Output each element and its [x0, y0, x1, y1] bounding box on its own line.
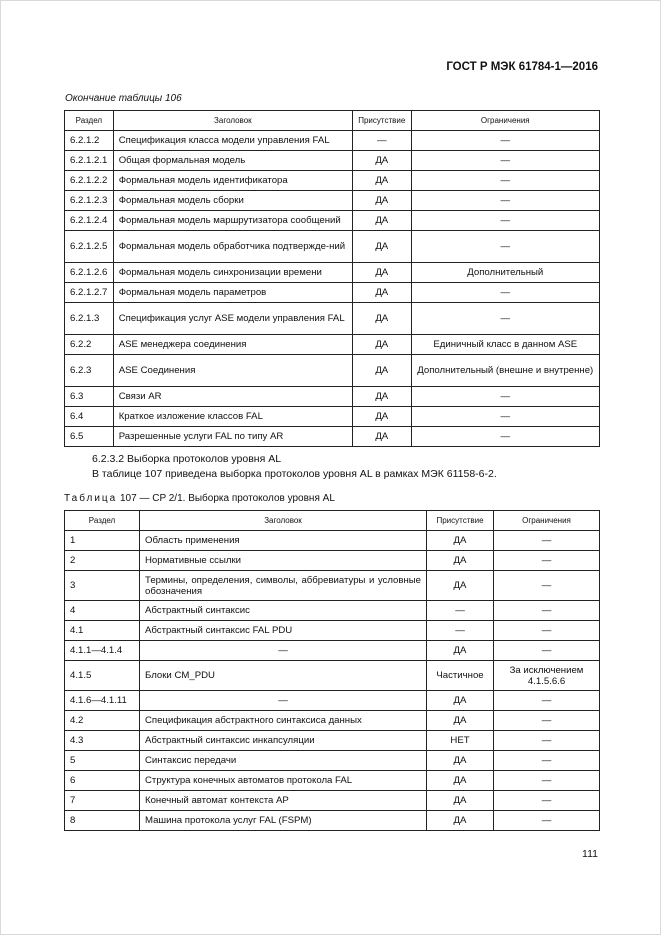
restriction-cell: —: [411, 171, 599, 191]
column-header: Ограничения: [494, 511, 600, 531]
table107-caption-text: 107 — CP 2/1. Выборка протоколов уровня AL: [120, 493, 335, 504]
title-cell: Формальная модель обработчика подтвержде-ний: [113, 231, 352, 263]
section-cell: 8: [65, 811, 140, 831]
presence-cell: Частичное: [427, 661, 494, 691]
title-cell: Абстрактный синтаксис инкапсуляции: [140, 731, 427, 751]
restriction-cell: —: [494, 621, 600, 641]
table-row: [65, 751, 600, 771]
restriction-cell: —: [494, 711, 600, 731]
restriction-cell: —: [411, 191, 599, 211]
column-header: Заголовок: [140, 511, 427, 531]
title-cell: ASE менеджера соединения: [113, 335, 352, 355]
restriction-cell: —: [411, 427, 599, 447]
title-cell: Машина протокола услуг FAL (FSPM): [140, 811, 427, 831]
table-header-row: [65, 111, 600, 131]
section-cell: 6.2.1.3: [65, 303, 114, 335]
restriction-cell: —: [494, 751, 600, 771]
table-row: [65, 661, 600, 691]
table-row: [65, 355, 600, 387]
presence-cell: ДА: [353, 387, 412, 407]
presence-cell: ДА: [353, 231, 412, 263]
presence-cell: ДА: [427, 811, 494, 831]
section-cell: 6.2.1.2.1: [65, 151, 114, 171]
column-header: Заголовок: [113, 111, 352, 131]
presence-cell: ДА: [427, 771, 494, 791]
restriction-cell: —: [411, 303, 599, 335]
restriction-cell: —: [494, 791, 600, 811]
title-cell: Разрешенные услуги FAL по типу AR: [113, 427, 352, 447]
restriction-cell: —: [494, 771, 600, 791]
section-cell: 4.3: [65, 731, 140, 751]
table-row: [65, 571, 600, 601]
table-row: [65, 335, 600, 355]
restriction-cell: —: [494, 571, 600, 601]
section-cell: 5: [65, 751, 140, 771]
section-cell: 6.2.1.2.3: [65, 191, 114, 211]
section-cell: 6: [65, 771, 140, 791]
table-row: [65, 387, 600, 407]
presence-cell: ДА: [353, 407, 412, 427]
restriction-cell: —: [411, 131, 599, 151]
section-cell: 6.2.1.2: [65, 131, 114, 151]
presence-cell: ДА: [353, 263, 412, 283]
presence-cell: ДА: [353, 151, 412, 171]
table-row: [65, 171, 600, 191]
section-paragraph: В таблице 107 приведена выборка протоколов уровня AL в рамках МЭК 61158-6-2.: [92, 468, 497, 480]
title-cell: Нормативные ссылки: [140, 551, 427, 571]
title-cell: Общая формальная модель: [113, 151, 352, 171]
table-row: [65, 641, 600, 661]
section-cell: 6.2.1.2.2: [65, 171, 114, 191]
section-cell: 4.1.6—4.1.11: [65, 691, 140, 711]
restriction-cell: —: [494, 531, 600, 551]
table-row: [65, 771, 600, 791]
table-row: [65, 191, 600, 211]
presence-cell: —: [427, 621, 494, 641]
restriction-cell: —: [494, 601, 600, 621]
table-row: [65, 263, 600, 283]
presence-cell: ДА: [427, 791, 494, 811]
title-cell: —: [140, 691, 427, 711]
title-cell: Область применения: [140, 531, 427, 551]
section-cell: 6.2.1.2.6: [65, 263, 114, 283]
section-cell: 6.2.1.2.5: [65, 231, 114, 263]
title-cell: Связи AR: [113, 387, 352, 407]
restriction-cell: —: [494, 551, 600, 571]
section-cell: 7: [65, 791, 140, 811]
section-cell: 6.2.3: [65, 355, 114, 387]
section-cell: 4: [65, 601, 140, 621]
title-cell: Термины, определения, символы, аббревиатуры и условные обозначения: [140, 571, 427, 601]
presence-cell: ДА: [427, 641, 494, 661]
title-cell: Формальная модель идентификатора: [113, 171, 352, 191]
section-cell: 1: [65, 531, 140, 551]
title-cell: Формальная модель маршрутизатора сообщений: [113, 211, 352, 231]
table-row: [65, 427, 600, 447]
page-number: 111: [582, 848, 598, 860]
table-row: [65, 407, 600, 427]
restriction-cell: —: [494, 731, 600, 751]
title-cell: Синтаксис передачи: [140, 751, 427, 771]
presence-cell: ДА: [353, 171, 412, 191]
presence-cell: ДА: [427, 571, 494, 601]
presence-cell: ДА: [353, 355, 412, 387]
table-row: [65, 551, 600, 571]
presence-cell: ДА: [427, 551, 494, 571]
column-header: Раздел: [65, 511, 140, 531]
restriction-cell: —: [411, 211, 599, 231]
section-cell: 4.1: [65, 621, 140, 641]
column-header: Присутствие: [427, 511, 494, 531]
presence-cell: ДА: [427, 711, 494, 731]
section-cell: 3: [65, 571, 140, 601]
table107-caption: [64, 493, 335, 504]
title-cell: —: [140, 641, 427, 661]
table-107: [64, 510, 600, 831]
table-row: [65, 711, 600, 731]
title-cell: ASE Соединения: [113, 355, 352, 387]
table-row: [65, 811, 600, 831]
section-cell: 4.1.1—4.1.4: [65, 641, 140, 661]
title-cell: Спецификация класса модели управления FAL: [113, 131, 352, 151]
restriction-cell: —: [411, 283, 599, 303]
standard-header: ГОСТ Р МЭК 61784-1—2016: [446, 61, 598, 73]
table-row: [65, 621, 600, 641]
title-cell: Формальная модель синхронизации времени: [113, 263, 352, 283]
section-cell: 4.1.5: [65, 661, 140, 691]
column-header: Присутствие: [353, 111, 412, 131]
table-header-row: [65, 511, 600, 531]
restriction-cell: За исключением 4.1.5.6.6: [494, 661, 600, 691]
presence-cell: ДА: [353, 427, 412, 447]
presence-cell: ДА: [353, 211, 412, 231]
presence-cell: ДА: [353, 303, 412, 335]
presence-cell: ДА: [427, 751, 494, 771]
table-row: [65, 731, 600, 751]
presence-cell: ДА: [353, 191, 412, 211]
presence-cell: —: [427, 601, 494, 621]
restriction-cell: Единичный класс в данном ASE: [411, 335, 599, 355]
table-row: [65, 283, 600, 303]
table107-caption-prefix: Таблица: [64, 493, 118, 504]
section-cell: 2: [65, 551, 140, 571]
column-header: Раздел: [65, 111, 114, 131]
restriction-cell: —: [411, 407, 599, 427]
table-row: [65, 601, 600, 621]
title-cell: Спецификация услуг ASE модели управления FAL: [113, 303, 352, 335]
table-row: [65, 691, 600, 711]
table-row: [65, 791, 600, 811]
title-cell: Блоки CM_PDU: [140, 661, 427, 691]
section-cell: 6.4: [65, 407, 114, 427]
table-row: [65, 151, 600, 171]
table-row: [65, 531, 600, 551]
title-cell: Формальная модель сборки: [113, 191, 352, 211]
title-cell: Формальная модель параметров: [113, 283, 352, 303]
table-row: [65, 211, 600, 231]
title-cell: Абстрактный синтаксис: [140, 601, 427, 621]
restriction-cell: —: [411, 387, 599, 407]
title-cell: Конечный автомат контекста AP: [140, 791, 427, 811]
section-cell: 6.3: [65, 387, 114, 407]
title-cell: Краткое изложение классов FAL: [113, 407, 352, 427]
section-cell: 6.2.2: [65, 335, 114, 355]
restriction-cell: —: [494, 811, 600, 831]
presence-cell: ДА: [353, 335, 412, 355]
column-header: Ограничения: [411, 111, 599, 131]
table-row: [65, 303, 600, 335]
restriction-cell: —: [494, 641, 600, 661]
table-row: [65, 131, 600, 151]
restriction-cell: Дополнительный: [411, 263, 599, 283]
section-cell: 4.2: [65, 711, 140, 731]
presence-cell: —: [353, 131, 412, 151]
presence-cell: НЕТ: [427, 731, 494, 751]
restriction-cell: —: [494, 691, 600, 711]
presence-cell: ДА: [353, 283, 412, 303]
title-cell: Структура конечных автоматов протокола FAL: [140, 771, 427, 791]
presence-cell: ДА: [427, 691, 494, 711]
section-cell: 6.2.1.2.4: [65, 211, 114, 231]
section-cell: 6.2.1.2.7: [65, 283, 114, 303]
restriction-cell: —: [411, 151, 599, 171]
title-cell: Спецификация абстрактного синтаксиса данных: [140, 711, 427, 731]
presence-cell: ДА: [427, 531, 494, 551]
section-cell: 6.5: [65, 427, 114, 447]
table-row: [65, 231, 600, 263]
restriction-cell: Дополнительный (внешне и внутренне): [411, 355, 599, 387]
title-cell: Абстрактный синтаксис FAL PDU: [140, 621, 427, 641]
table-106: [64, 110, 600, 447]
section-heading: 6.2.3.2 Выборка протоколов уровня AL: [92, 453, 282, 465]
table106-caption: Окончание таблицы 106: [65, 93, 182, 104]
restriction-cell: —: [411, 231, 599, 263]
